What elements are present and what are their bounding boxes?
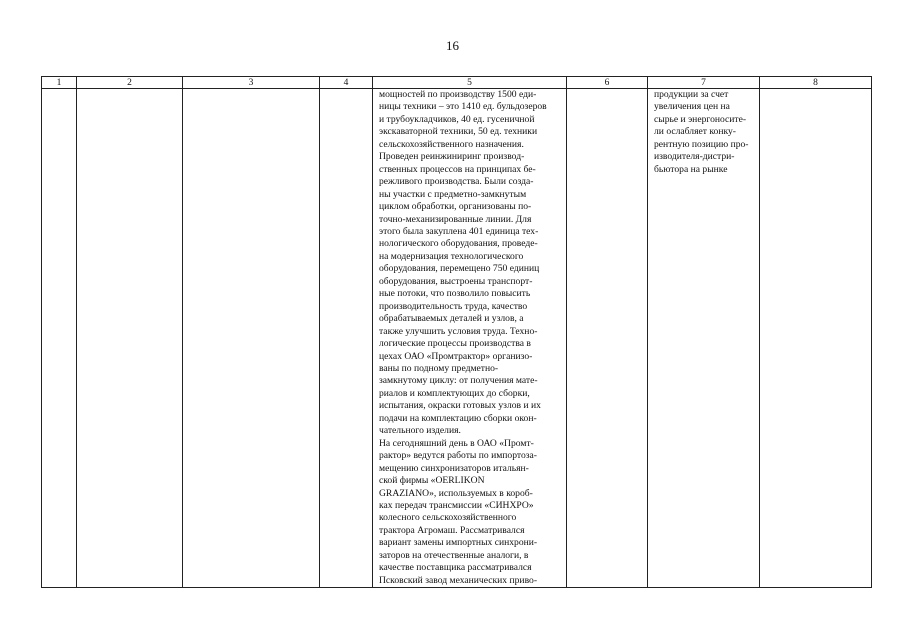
cell-col-2 xyxy=(77,89,183,588)
cell-col-8 xyxy=(760,89,872,588)
text-line: циклом обработки, организованы по- xyxy=(379,201,532,213)
cell-col-5 xyxy=(373,89,567,588)
text-line: логические процессы производства в xyxy=(379,338,531,350)
text-line: режливого производства. Были созда- xyxy=(379,176,534,188)
page-number: 16 xyxy=(446,38,459,53)
text-line: чательного изделия. xyxy=(379,425,461,437)
table-row xyxy=(42,89,872,588)
text-line: точно-механизированные линии. Для xyxy=(379,213,532,225)
column-header-1: 1 xyxy=(42,77,77,89)
text-line: нологического оборудования, проведе- xyxy=(379,238,538,250)
column-header-8: 8 xyxy=(760,77,872,89)
text-line: Псковский завод механических приво- xyxy=(379,574,538,586)
text-line: оборудования, перемещено 750 единиц xyxy=(379,263,540,275)
text-line: также улучшить условия труда. Техно- xyxy=(379,325,538,337)
column-header-7: 7 xyxy=(648,77,760,89)
cell-col-1 xyxy=(42,89,77,588)
text-line: колесного сельскохозяйственного xyxy=(379,512,517,524)
text-line: сельскохозяйственного назначения. xyxy=(379,138,524,150)
cell-col-7 xyxy=(648,89,760,588)
text-line: испытания, окраски готовых узлов и их xyxy=(379,400,541,412)
column-header-3: 3 xyxy=(183,77,320,89)
text-line: производительность труда, качество xyxy=(379,300,528,312)
text-line: На сегодняшний день в ОАО «Промт- xyxy=(379,437,534,449)
text-line: увеличения цен на xyxy=(654,101,730,113)
column-header-5: 5 xyxy=(373,77,567,89)
text-line: риалов и комплектующих до сборки, xyxy=(379,387,530,399)
data-table xyxy=(41,76,872,588)
text-line: трактора Агромаш. Рассматривался xyxy=(379,524,525,536)
text-line: вариант замены импортных синхрони- xyxy=(379,537,538,549)
column-header-2: 2 xyxy=(77,77,183,89)
text-line: ны участки с предметно-замкнутым xyxy=(379,188,527,200)
column-header-4: 4 xyxy=(320,77,373,89)
text-line: подачи на комплектацию сборки окон- xyxy=(379,412,537,424)
text-line: цехах ОАО «Промтрактор» организо- xyxy=(379,350,533,362)
text-line: сырье и энергоносите- xyxy=(654,113,747,125)
text-line: на модернизация технологического xyxy=(379,250,524,262)
text-line: мещению синхронизаторов итальян- xyxy=(379,462,529,474)
text-line: изводителя-дистри- xyxy=(654,151,735,163)
text-line: мощностей по производству 1500 еди- xyxy=(379,89,537,100)
text-line: обрабатываемых деталей и узлов, а xyxy=(379,313,524,325)
column-7-text xyxy=(648,89,759,176)
text-line: заторов на отечественные аналоги, в xyxy=(379,549,529,561)
text-line: и трубоукладчиков, 40 ед. гусеничной xyxy=(379,113,535,125)
text-line: ской фирмы «OERLIKON xyxy=(379,475,485,487)
text-line: ницы техники – это 1410 ед. бульдозеров xyxy=(379,101,547,113)
cell-col-3 xyxy=(183,89,320,588)
text-line: этого была закуплена 401 единица тех- xyxy=(379,225,539,237)
text-line: Проведен реинжиниринг производ- xyxy=(379,151,525,163)
column-header-6: 6 xyxy=(567,77,648,89)
text-line: ли ослабляет конку- xyxy=(654,126,736,138)
text-line: экскаваторной техники, 50 ед. техники xyxy=(379,126,538,138)
text-line: ственных процессов на принципах бе- xyxy=(379,163,536,175)
column-5-text xyxy=(373,89,566,587)
text-line: GRAZIANO», используемых в короб- xyxy=(379,487,533,499)
text-line: ваны по подному предметно- xyxy=(379,362,499,374)
text-line: качестве поставщика рассматривался xyxy=(379,562,532,574)
text-line: продукции за счет xyxy=(654,89,729,100)
text-line: ные потоки, что позволило повысить xyxy=(379,288,531,300)
cell-col-4 xyxy=(320,89,373,588)
text-line: оборудования, выстроены транспорт- xyxy=(379,275,533,287)
header-row xyxy=(42,77,872,89)
text-line: рентную позицию про- xyxy=(654,138,749,150)
cell-col-6 xyxy=(567,89,648,588)
text-line: ках передач трансмиссии «СИНХРО» xyxy=(379,499,534,511)
text-line: замкнутому циклу: от получения мате- xyxy=(379,375,538,387)
text-line: рактор» ведутся работы по импортоза- xyxy=(379,450,537,462)
text-line: бьютора на рынке xyxy=(654,163,728,175)
